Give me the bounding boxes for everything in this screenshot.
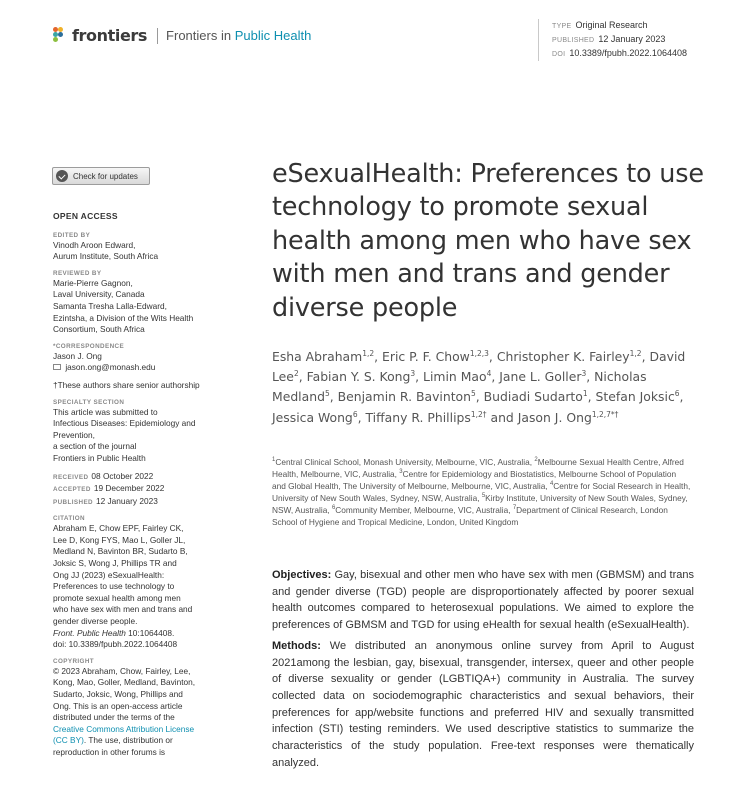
author-name[interactable]: Fabian Y. S. Kong (306, 369, 411, 385)
author-name[interactable]: Jane L. Goller (499, 369, 582, 385)
affiliation-number: 3 (399, 469, 403, 476)
author-separator: , (357, 409, 366, 425)
specialty-line: a section of the journal (53, 441, 137, 452)
meta-key: PUBLISHED (552, 37, 595, 44)
affiliation-number: 4 (549, 481, 554, 488)
affiliation-text: Centre for Epidemiology and Biostatistics, Melbourne School of Population and Global Health, The University of Melbourne, Melbourne, VIC, Australia, (272, 469, 677, 491)
copyright-line: Sudarto, Joksic, Wong, Phillips and (53, 689, 183, 699)
editor-name: Vinodh Aroon Edward, (53, 239, 136, 250)
author-name[interactable]: David Lee (272, 349, 686, 385)
license-line (53, 735, 223, 747)
correspondence-email[interactable]: jason.ong@monash.edu (65, 362, 156, 373)
affiliation-text: Centre for Social Research in Health, University of New South Wales, Sydney, NSW, Australia, (272, 481, 691, 503)
author-affiliation-marker: 1,2† (470, 409, 487, 419)
frontiers-logo-icon (53, 27, 69, 45)
citation-doi[interactable]: doi: 10.3389/fpubh.2022.1064408 (53, 639, 178, 650)
affiliation-number: 6 (331, 505, 336, 512)
affiliation-text: Central Clinical School, Monash University, Melbourne, VIC, Australia, (275, 457, 535, 467)
reviewer-line: Ezintsha, a Division of the Wits Health (53, 312, 194, 323)
license-link[interactable]: Creative Commons Attribution License (53, 723, 195, 734)
citation-line: Preferences to use technology to (53, 581, 175, 592)
author-separator: , (329, 389, 338, 405)
author-separator: , (488, 349, 497, 364)
author-name[interactable]: Tiffany R. Phillips (365, 409, 471, 425)
author-affiliation-marker: 4 (486, 369, 492, 379)
author-affiliation-marker: 6 (674, 389, 680, 399)
citation-line: Medland N, Bavinton BR, Sudarto B, (53, 546, 188, 557)
correspondence-title: *CORRESPONDENCE (53, 342, 125, 350)
author-separator: , (641, 349, 650, 364)
edited-by-title: EDITED BY (53, 231, 91, 239)
author-affiliation-marker: 2 (293, 369, 299, 379)
copyright-line: © 2023 Abraham, Chow, Fairley, Lee, (53, 665, 191, 676)
sidebar (53, 211, 223, 759)
meta-key: TYPE (552, 23, 572, 30)
copyright-line: Ong. This is an open-access article (53, 700, 183, 711)
meta-key: DOI (552, 51, 566, 58)
check-circle-icon (56, 170, 68, 182)
reviewer-line: Marie-Pierre Gagnon, (53, 277, 133, 288)
objectives-label: Objectives: (272, 569, 332, 581)
article-title: eSexualHealth: Preferences to use technology to promote sexual health among men who have sex with men and trans and gender diverse people (272, 159, 704, 323)
author-affiliation-marker: 5 (470, 389, 476, 399)
methods-label: Methods: (272, 639, 321, 652)
author-separator: , (679, 389, 684, 405)
copyright-line: distributed under the terms of the (53, 712, 175, 723)
date-key: ACCEPTED (53, 486, 91, 494)
check-for-updates-label: Check for updates (73, 171, 138, 181)
meta-type (552, 19, 687, 33)
correspondence-email-row[interactable] (53, 362, 223, 374)
copyright-title: COPYRIGHT (53, 657, 95, 665)
affiliation-text: Department of Clinical Research, London School of Hygiene and Tropical Medicine, London, United Kingdom (272, 505, 668, 527)
author-separator: , (586, 369, 595, 385)
author-separator: , (491, 369, 500, 385)
affiliation-number: 7 (512, 505, 517, 512)
citation-line: Ong JJ (2023) eSexualHealth: (53, 569, 165, 580)
citation-line: Abraham E, Chow EPF, Fairley CK, (53, 523, 184, 534)
author-affiliation-marker: 1,2 (362, 348, 375, 358)
published-date (53, 496, 223, 509)
copyright-line: reproduction in other forums is (53, 746, 166, 757)
author-name[interactable]: Christopher K. Fairley (496, 349, 630, 364)
journal-name[interactable] (166, 28, 311, 43)
meta-value: 12 January 2023 (598, 34, 666, 44)
objectives-text: Gay, bisexual and other men who have sex with men (GBMSM) and trans and gender diverse (TGD) people are disproportionately affected by poorer sexual health outcomes compared to heterosexual populations. We aimed to explore the preferences of GBMSM and TGD for using eHealth for sexual health (eSexualHealth). (272, 569, 694, 632)
author-affiliation-marker: 1 (582, 389, 588, 399)
meta-value: Original Research (575, 20, 648, 30)
check-for-updates-button[interactable] (52, 167, 150, 185)
affiliation-text: Melbourne Sexual Health Centre, Alfred Health, Melbourne, VIC, Australia, (272, 457, 684, 479)
affiliations (272, 456, 692, 528)
author-separator: and (486, 409, 518, 425)
date-key: RECEIVED (53, 473, 89, 481)
journal-title: Public Health (234, 28, 312, 43)
objectives-paragraph (272, 567, 694, 634)
reviewed-by-title: REVIEWED BY (53, 269, 102, 277)
affiliation-number: 5 (481, 493, 486, 500)
author-name[interactable]: Jessica Wong (272, 409, 353, 425)
cc-by-link[interactable]: (CC BY) (53, 735, 84, 746)
author-separator: , (587, 389, 596, 405)
date-value: 08 October 2022 (91, 470, 154, 481)
citation-line: Joksic S, Wong J, Phillips TR and (53, 558, 177, 569)
date-value: 19 December 2022 (93, 483, 165, 494)
specialty-line: Frontiers in Public Health (53, 452, 146, 463)
author-affiliation-marker: 1,2,7*† (591, 409, 619, 419)
abstract (272, 567, 694, 775)
affiliation-text: Community Member, Melbourne, VIC, Australia, (335, 505, 513, 515)
author-name[interactable]: Eric P. F. Chow (382, 349, 470, 364)
author-name[interactable]: Limin Mao (423, 369, 487, 385)
copyright-line: Kong, Mao, Goller, Medland, Bavinton, (53, 677, 196, 688)
open-access-label: OPEN ACCESS (53, 211, 118, 221)
citation-title: CITATION (53, 515, 85, 523)
citation-journal-line (53, 628, 223, 640)
author-separator: , (475, 389, 484, 405)
citation-volume: 10:1064408. (125, 627, 175, 638)
author-separator: , (415, 369, 424, 385)
brand-name: frontiers (72, 26, 148, 45)
meta-doi[interactable] (552, 47, 687, 61)
specialty-section-title: SPECIALTY SECTION (53, 398, 125, 406)
author-affiliation-marker: 3 (581, 369, 587, 379)
author-name[interactable]: Esha Abraham (272, 349, 363, 364)
author-affiliation-marker: 1,2 (629, 348, 642, 358)
reviewer-line: Consortium, South Africa (53, 324, 145, 335)
author-separator: , (374, 349, 383, 364)
author-affiliation-marker: 5 (324, 389, 330, 399)
author-affiliation-marker: 1,2,3 (469, 348, 489, 358)
correspondence-name: Jason J. Ong (53, 350, 102, 361)
mail-icon (53, 364, 61, 370)
meta-published (552, 33, 687, 47)
author-affiliation-marker: 3 (410, 369, 416, 379)
date-value: 12 January 2023 (96, 495, 158, 506)
specialty-line: Infectious Diseases: Epidemiology and (53, 418, 196, 429)
affiliation-text: Kirby Institute, University of New South Wales, Sydney, NSW, Australia, (272, 493, 688, 515)
authorship-note: †These authors share senior authorship (53, 379, 200, 390)
frontiers-logo[interactable] (53, 26, 311, 45)
author-name[interactable]: Nicholas Medland (272, 369, 647, 405)
affiliation-number: 1 (272, 457, 276, 464)
reviewer-line: Laval University, Canada (53, 289, 145, 300)
reviewer-line: Samanta Tresha Lalla-Edward, (53, 300, 167, 311)
methods-text: We distributed an anonymous online survey from April to August 2021among the lesbian, gay, bisexual, transgender, intersex, queer and other people of diverse sexuality or gender (LGBTIQA+) community in Australia. The survey collected data on sociodemographic characteristics and sexual behaviors, their preferences for app/website functions and preferred HIV and sexually transmitted infection (STI) testing reminders. We used descriptive statistics to summarize the characteristics of the study population. Free-text responses were thematically analyzed. (272, 639, 694, 769)
author-name[interactable]: Budiadi Sudarto (483, 389, 583, 405)
logo-divider (157, 28, 158, 44)
author-name[interactable]: Jason J. Ong (517, 409, 592, 425)
author-name[interactable]: Benjamin R. Bavinton (337, 389, 471, 405)
author-list (272, 347, 702, 428)
author-name[interactable]: Stefan Joksic (595, 389, 675, 405)
citation-journal: Front. Public Health (53, 627, 126, 638)
accepted-date (53, 483, 223, 496)
editor-affiliation: Aurum Institute, South Africa (53, 251, 159, 262)
specialty-line: This article was submitted to (53, 406, 158, 417)
doi-link[interactable]: 10.3389/fpubh.2022.1064408 (569, 48, 687, 58)
specialty-line: Prevention, (53, 429, 95, 440)
citation-line: Lee D, Kong FYS, Mao L, Goller JL, (53, 534, 186, 545)
citation-line: who have sex with men and trans and (53, 604, 193, 615)
citation-line: promote sexual health among men (53, 592, 181, 603)
methods-paragraph (272, 638, 694, 772)
author-affiliation-marker: 6 (352, 409, 358, 419)
journal-prefix: Frontiers in (166, 28, 232, 43)
affiliation-number: 2 (534, 457, 538, 464)
article-meta (538, 19, 687, 61)
received-date (53, 471, 223, 484)
license-rest: . The use, distribution or (83, 735, 173, 746)
author-separator: , (298, 369, 307, 385)
citation-line: gender diverse people. (53, 616, 138, 627)
date-key: PUBLISHED (53, 498, 93, 506)
